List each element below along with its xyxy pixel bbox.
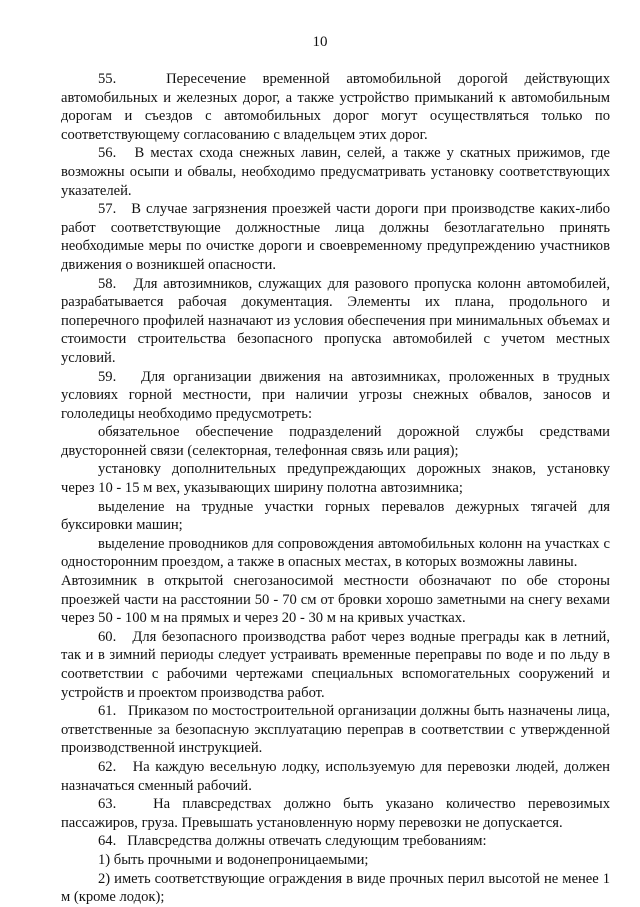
paragraph-61: 61. Приказом по мостостроительной организации должны быть назначены лица, ответственные за безопасную эксплуатацию переправ в соответствии с утвержденной производственной инструкцией.: [61, 703, 610, 757]
paragraph-57: 57. В случае загрязнения проезжей части дороги при производстве каких-либо работ соответствующие должностные лица должны безотлагательно принять необходимые меры по очистке дороги и своевременному предупреждению участников движения о возникшей опасности.: [61, 201, 610, 273]
paragraph-58: 58. Для автозимников, служащих для разового пропуска колонн автомобилей, разрабатывается рабочая документация. Элементы их плана, продольного и поперечного профилей назначают из условия обеспечения при минимальных объемах и стоимости строительства безопасного пропуска автомобилей с учетом местных условий.: [61, 275, 610, 366]
requirement-2: 2) иметь соответствующие ограждения в виде прочных перил высотой не менее 1 м (кроме лодок);: [61, 870, 610, 906]
list-item-guides: выделение проводников для сопровождения автомобильных колонн на участках с односторонним проездом, а также в опасных местах, в которых возможны лавины.: [61, 535, 610, 571]
requirement-1: 1) быть прочными и водонепроницаемыми;: [98, 851, 369, 868]
paragraph-55: 55. Пересечение временной автомобильной дорогой действующих автомобильных и железных дорог, а также устройство примыканий к автомобильным дорогам и съездов с автомобильных дорог могут осуществляться только по соответствующему согласованию с владельцем этих дорог.: [61, 71, 610, 143]
paragraph-60: 60. Для безопасного производства работ через водные преграды как в летний, так и в зимний периоды следует устраивать временные переправы по воде и по льду в соответствии с рабочими чертежами специальных вспомогательных сооружений и устройств и проектом производства работ.: [61, 628, 610, 701]
paragraph-64: 64. Плавсредства должны отвечать следующим требованиям:: [98, 833, 487, 850]
list-item-road-signs: установку дополнительных предупреждающих дорожных знаков, установку через 10 - 15 м вех, указывающих ширину полотна автозимника;: [61, 461, 610, 497]
page-number: 10: [312, 34, 328, 50]
paragraph-63: 63. На плавсредствах должно быть указано количество перевозимых пассажиров, груза. Превышать установленную норму перевозки не допускается.: [61, 796, 610, 831]
document-body: [61, 70, 610, 907]
paragraph-59: 59. Для организации движения на автозимниках, проложенных в трудных условиях горной местности, при наличии угрозы снежных обвалов, заносов и гололедицы необходимо предусмотреть:: [61, 368, 610, 422]
paragraph-winter-road-markers: Автозимник в открытой снегозаносимой местности обозначают по обе стороны проезжей части на расстоянии 50 - 70 см от бровки хорошо заметными на снегу вехами через 50 - 100 м на прямых и через 20 - 30 м на кривых участках.: [61, 573, 610, 627]
list-item-tractors: выделение на трудные участки горных перевалов дежурных тягачей для буксировки машин;: [61, 498, 610, 534]
paragraph-62: 62. На каждую весельную лодку, используемую для перевозки людей, должен назначаться сменный рабочий.: [61, 758, 610, 794]
list-item-communication: обязательное обеспечение подразделений дорожной службы средствами двусторонней связи (селекторная, телефонная связь или рация);: [61, 424, 610, 459]
paragraph-56: 56. В местах схода снежных лавин, селей, а также у скатных прижимов, где возможны осыпи и обвалы, необходимо предусматривать установку соответствующих указателей.: [61, 145, 610, 199]
